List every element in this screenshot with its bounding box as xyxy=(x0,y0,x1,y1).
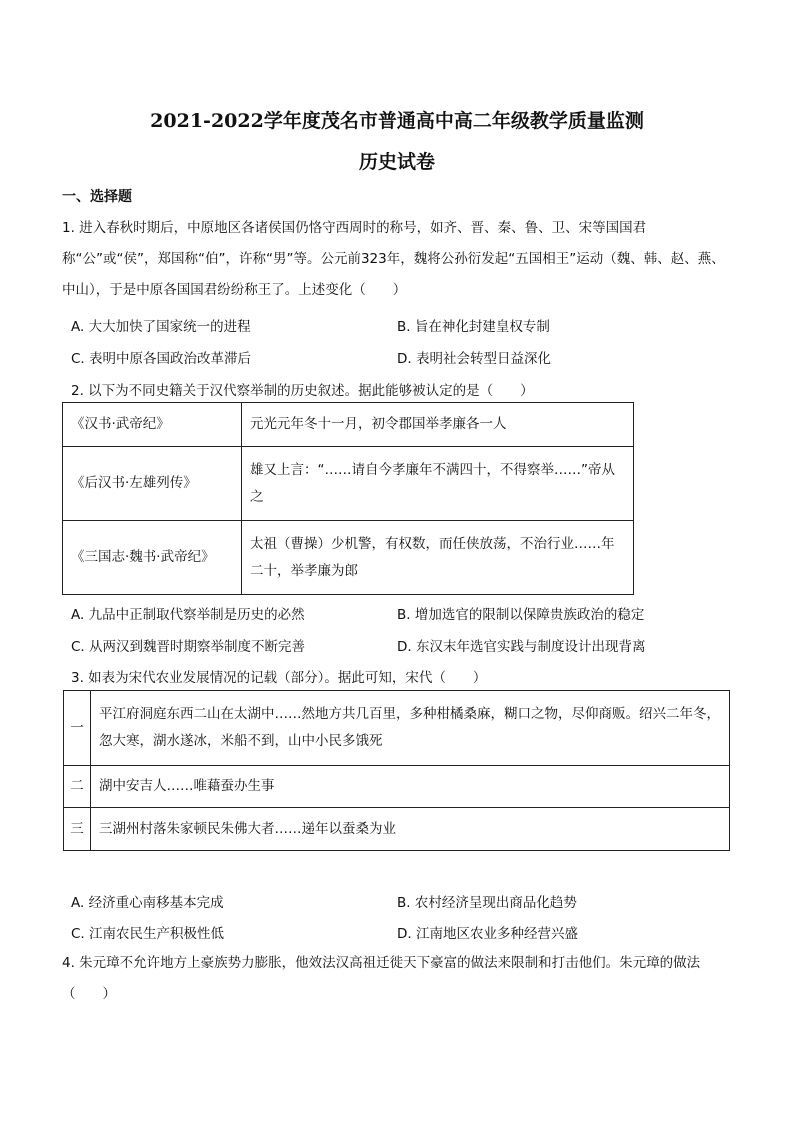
exam-title: 2021-2022学年度茂名市普通高中高二年级教学质量监测 xyxy=(150,110,644,132)
text-cell: 湖中安吉人……唯藉蚕办生事 xyxy=(91,766,730,808)
question-3-option-d: D. 江南地区农业多种经营兴盛 xyxy=(397,926,578,942)
table-row xyxy=(64,691,730,766)
question-1-stem: 1. 进入春秋时期后，中原地区各诸侯国仍恪守西周时的称号，如齐、晋、秦、鲁、卫、宋等国国君称“公”或“侯”，郑国称“伯”，许称“男”等。公元前323年，魏将公孙衍发起“五国相王”运动（魏、韩、赵、燕、中山），于是中原各国国君纷纷称王了。上述变化（ ） xyxy=(62,220,725,298)
question-3-option-a: A. 经济重心南移基本完成 xyxy=(71,895,224,911)
row-index-cell: 二 xyxy=(64,766,91,808)
source-cell: 《三国志·魏书·武帝纪》 xyxy=(63,521,242,595)
text-cell: 平江府洞庭东西二山在太湖中……然地方共几百里，多种柑橘桑麻，糊口之物，尽仰商贩。绍兴二年冬，忽大寒，湖水遂冰，米船不到，山中小民多饿死 xyxy=(91,691,730,766)
question-3-stem: 3. 如表为宋代农业发展情况的记载（部分）。据此可知，宋代（ ） xyxy=(71,670,487,686)
question-1-option-d: D. 表明社会转型日益深化 xyxy=(397,351,551,367)
question-2-option-d: D. 东汉末年选官实践与制度设计出现背离 xyxy=(397,639,646,655)
question-3-option-b: B. 农村经济呈现出商品化趋势 xyxy=(397,895,577,911)
table-row xyxy=(64,808,730,851)
row-index-cell: 三 xyxy=(64,808,91,851)
text-cell: 雄又上言：“……请自今孝廉年不满四十，不得察举……”帝从之 xyxy=(242,447,634,521)
question-1-option-b: B. 旨在神化封建皇权专制 xyxy=(397,319,550,335)
table-row xyxy=(63,521,634,595)
source-cell: 《后汉书·左雄列传》 xyxy=(63,447,242,521)
question-2-option-b: B. 增加选官的限制以保障贵族政治的稳定 xyxy=(397,607,645,623)
table-row xyxy=(63,403,634,447)
question-3-option-c: C. 江南农民生产积极性低 xyxy=(71,926,225,942)
question-3-table xyxy=(63,690,730,851)
question-2-table xyxy=(62,402,634,595)
question-2-option-c: C. 从两汉到魏晋时期察举制度不断完善 xyxy=(71,639,306,655)
question-2-stem: 2. 以下为不同史籍关于汉代察举制的历史叙述。据此能够被认定的是（ ） xyxy=(71,383,534,399)
exam-subtitle: 历史试卷 xyxy=(358,151,435,173)
table-row xyxy=(64,766,730,808)
question-1-option-c: C. 表明中原各国政治改革滞后 xyxy=(71,351,252,367)
question-2-option-a: A. 九品中正制取代察举制是历史的必然 xyxy=(71,607,305,623)
text-cell: 元光元年冬十一月，初令郡国举孝廉各一人 xyxy=(242,403,634,447)
question-1-option-a: A. 大大加快了国家统一的进程 xyxy=(71,319,251,335)
source-cell: 《汉书·武帝纪》 xyxy=(63,403,242,447)
section-heading: 一、选择题 xyxy=(62,189,132,205)
row-index-cell: 一 xyxy=(64,691,91,766)
question-4-stem: 4. 朱元璋不允许地方上豪族势力膨胀，他效法汉高祖迁徙天下豪富的做法来限制和打击他们。朱元璋的做法（ ） xyxy=(62,955,701,1002)
text-cell: 太祖（曹操）少机警，有权数，而任侠放荡，不治行业……年二十，举孝廉为郎 xyxy=(242,521,634,595)
table-row xyxy=(63,447,634,521)
text-cell: 三湖州村落朱家顿民朱佛大者……递年以蚕桑为业 xyxy=(91,808,730,851)
